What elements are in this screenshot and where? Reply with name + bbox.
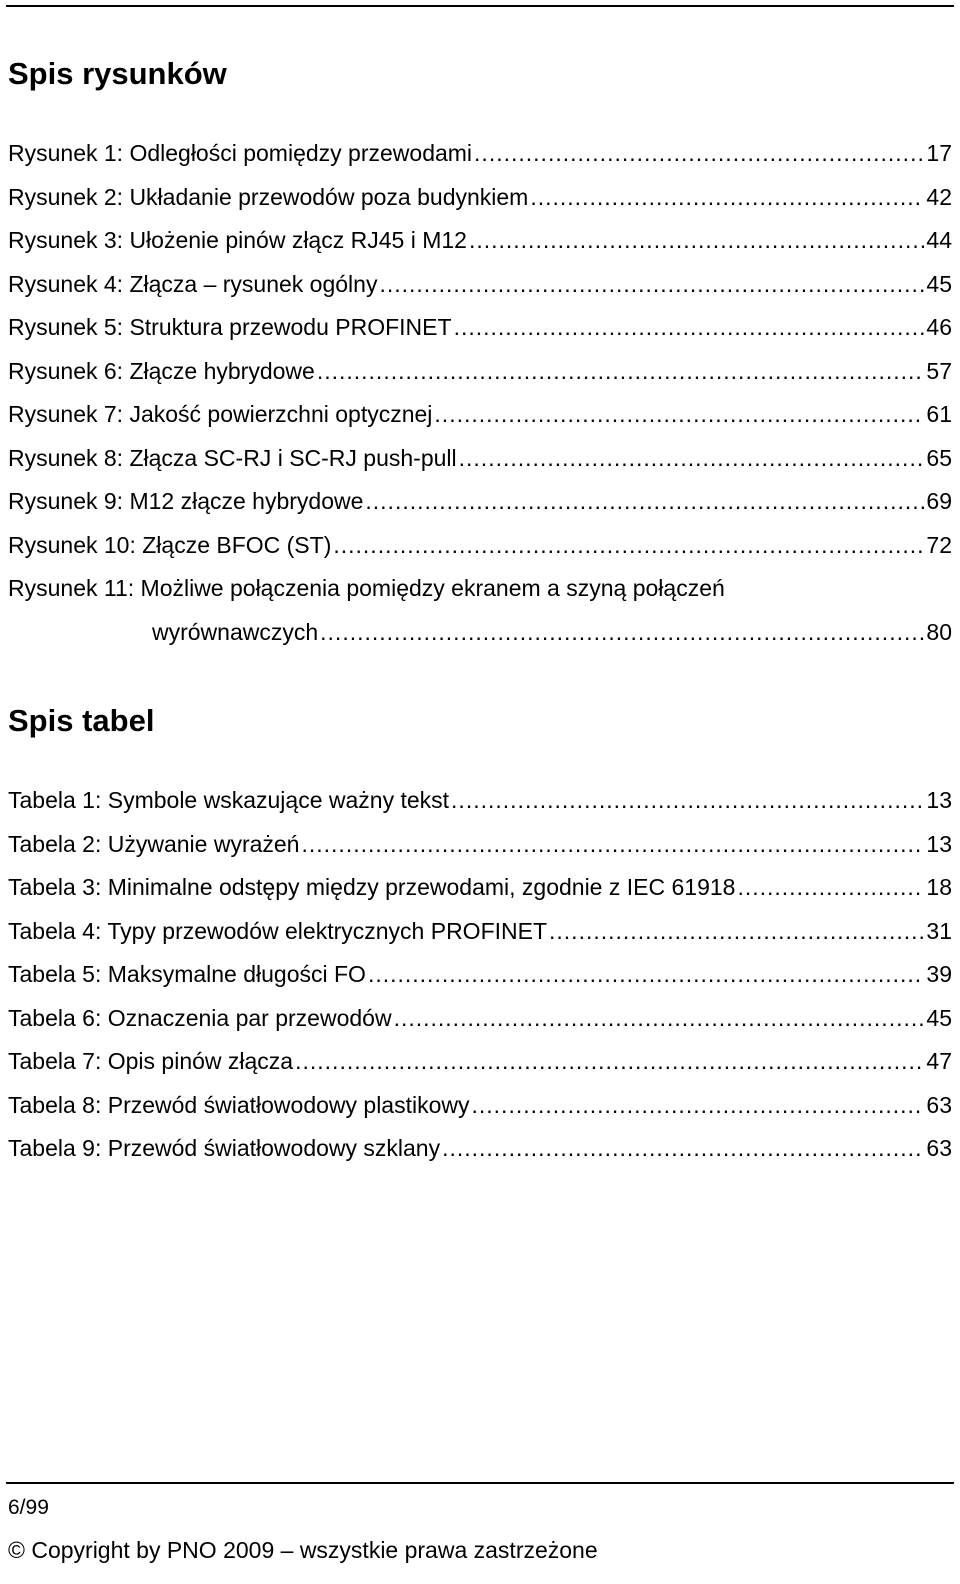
tables-heading: Spis tabel: [8, 703, 155, 738]
toc-entry-figure-8[interactable]: Rysunek 8: Złącza SC-RJ i SC-RJ push-pull ..... 65: [8, 445, 952, 471]
toc-entry-figure-4[interactable]: Rysunek 4: Złącza – rysunek ogólny ..... 45: [8, 271, 952, 297]
toc-entry-figure-9[interactable]: Rysunek 9: M12 złącze hybrydowe ..... 69: [8, 488, 952, 514]
toc-entry-figure-2[interactable]: Rysunek 2: Układanie przewodów poza budynkiem ..... 42: [8, 184, 952, 210]
toc-entry-table-8[interactable]: Tabela 8: Przewód światłowodowy plastikowy ..... 63: [8, 1092, 952, 1118]
toc-entry-figure-3[interactable]: Rysunek 3: Ułożenie pinów złącz RJ45 i M12 ..... 44: [8, 227, 952, 253]
footer-rule: [6, 1482, 954, 1484]
top-rule: [6, 5, 954, 7]
toc-entry-figure-7[interactable]: Rysunek 7: Jakość powierzchni optycznej ..... 61: [8, 401, 952, 427]
toc-entry-table-2[interactable]: Tabela 2: Używanie wyrażeń ..... 13: [8, 831, 952, 857]
tables-list: [8, 787, 952, 1161]
toc-entry-table-3[interactable]: Tabela 3: Minimalne odstępy między przewodami, zgodnie z IEC 61918 ..... 18: [8, 874, 952, 900]
toc-entry-figure-11[interactable]: Rysunek 11: Możliwe połączenia pomiędzy ekranem a szyną połączeń wyrównawczych ..... 80: [8, 575, 952, 645]
toc-entry-figure-6[interactable]: Rysunek 6: Złącze hybrydowe ..... 57: [8, 358, 952, 384]
figures-list: [8, 140, 952, 645]
toc-entry-table-1[interactable]: Tabela 1: Symbole wskazujące ważny tekst ..... 13: [8, 787, 952, 813]
toc-entry-figure-1[interactable]: Rysunek 1: Odległości pomiędzy przewodami ..... 17: [8, 140, 952, 166]
toc-entry-table-5[interactable]: Tabela 5: Maksymalne długości FO ..... 39: [8, 961, 952, 987]
toc-entry-table-6[interactable]: Tabela 6: Oznaczenia par przewodów ..... 45: [8, 1005, 952, 1031]
toc-entry-figure-10[interactable]: Rysunek 10: Złącze BFOC (ST) ..... 72: [8, 532, 952, 558]
toc-entry-table-4[interactable]: Tabela 4: Typy przewodów elektrycznych PROFINET ..... 31: [8, 918, 952, 944]
toc-entry-table-9[interactable]: Tabela 9: Przewód światłowodowy szklany ..... 63: [8, 1135, 952, 1161]
page-number: 6/99: [8, 1496, 49, 1519]
toc-entry-figure-5[interactable]: Rysunek 5: Struktura przewodu PROFINET ..... 46: [8, 314, 952, 340]
copyright-notice: © Copyright by PNO 2009 – wszystkie prawa zastrzeżone: [8, 1537, 598, 1563]
toc-entry-table-7[interactable]: Tabela 7: Opis pinów złącza ..... 47: [8, 1048, 952, 1074]
figures-heading: Spis rysunków: [8, 56, 227, 91]
